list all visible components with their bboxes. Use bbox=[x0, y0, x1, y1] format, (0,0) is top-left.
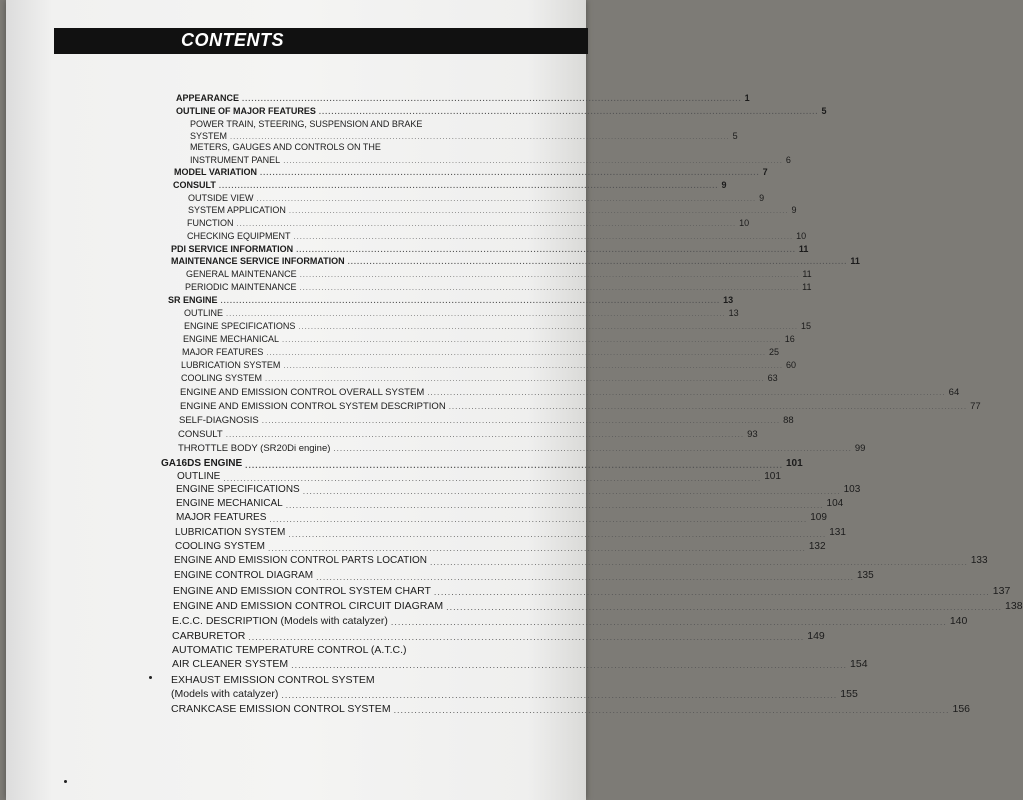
dot-leader: ................................................................................................................................................................ bbox=[291, 659, 848, 670]
toc-entry bbox=[171, 675, 375, 686]
toc-entry-title: SYSTEM bbox=[190, 131, 228, 141]
toc-entry bbox=[178, 429, 758, 440]
toc-page-number: 101 bbox=[764, 471, 781, 482]
toc-entry bbox=[176, 106, 827, 117]
toc-page-number: 1 bbox=[744, 93, 750, 103]
toc-entry bbox=[179, 415, 794, 426]
toc-page-number: 88 bbox=[783, 415, 794, 426]
toc-entry bbox=[176, 512, 827, 524]
toc-entry-title: ENGINE AND EMISSION CONTROL SYSTEM DESCRIPTION bbox=[180, 401, 446, 412]
dot-leader: ................................................................................................................................................................ bbox=[218, 181, 719, 191]
dot-leader: ................................................................................................................................................................ bbox=[299, 283, 800, 293]
toc-entry bbox=[190, 120, 422, 129]
toc-entry bbox=[184, 321, 812, 332]
dot-leader: ................................................................................................................................................................ bbox=[260, 168, 760, 178]
dot-leader: ................................................................................................................................................................ bbox=[226, 309, 726, 319]
dot-leader: ................................................................................................................................................................ bbox=[316, 571, 854, 582]
toc-page-number: 131 bbox=[829, 527, 846, 538]
print-speck bbox=[64, 780, 67, 783]
toc-page-number: 6 bbox=[785, 155, 791, 165]
toc-entry-title: ENGINE CONTROL DIAGRAM bbox=[174, 570, 314, 581]
dot-leader: ................................................................................................................................................................ bbox=[296, 245, 796, 255]
toc-entry bbox=[181, 360, 797, 371]
toc-entry bbox=[174, 555, 988, 567]
toc-page-number: 133 bbox=[970, 555, 988, 566]
dot-leader: ................................................................................................................................................................ bbox=[269, 513, 808, 524]
toc-entry-title: CHECKING EQUIPMENT bbox=[187, 231, 291, 241]
toc-page-number: 9 bbox=[791, 205, 797, 215]
toc-entry bbox=[174, 167, 768, 178]
toc-entry-title: OUTLINE bbox=[184, 308, 224, 318]
toc-entry bbox=[173, 600, 1023, 612]
toc-page-number: 99 bbox=[854, 443, 866, 454]
toc-entry-title: (Models with catalyzer) bbox=[171, 688, 279, 700]
dot-leader: ................................................................................................................................................................ bbox=[288, 206, 789, 216]
toc-page-number: 63 bbox=[767, 373, 778, 383]
toc-page-number: 25 bbox=[769, 347, 780, 357]
toc-entry-title: ENGINE MECHANICAL bbox=[183, 334, 280, 344]
toc-entry-title: INSTRUMENT PANEL bbox=[190, 155, 281, 165]
toc-page-number: 109 bbox=[810, 512, 827, 523]
toc-page-number: 64 bbox=[948, 387, 960, 398]
toc-entry bbox=[187, 218, 750, 229]
toc-entry bbox=[171, 256, 860, 267]
toc-entry-title: OUTSIDE VIEW bbox=[188, 193, 254, 203]
toc-entry bbox=[173, 585, 1011, 597]
dot-leader: ................................................................................................................................................................ bbox=[242, 94, 742, 104]
dot-leader: ................................................................................................................................................................ bbox=[230, 132, 730, 142]
toc-page-number: 132 bbox=[808, 541, 826, 552]
toc-page-number: 60 bbox=[786, 360, 797, 370]
dot-leader: ................................................................................................................................................................ bbox=[390, 616, 947, 627]
dot-leader: ................................................................................................................................................................ bbox=[220, 296, 721, 306]
toc-entry-title: ENGINE MECHANICAL bbox=[176, 498, 283, 509]
toc-entry-title: MAJOR FEATURES bbox=[176, 512, 267, 523]
toc-entry bbox=[171, 244, 809, 255]
toc-page-number: 11 bbox=[798, 244, 809, 254]
toc-page-number: 11 bbox=[802, 282, 812, 292]
dot-leader: ................................................................................................................................................................ bbox=[261, 416, 781, 426]
toc-entry-title: PERIODIC MAINTENANCE bbox=[185, 282, 297, 292]
toc-entry bbox=[181, 373, 778, 384]
dot-leader: ................................................................................................................................................................ bbox=[281, 689, 838, 700]
toc-entry-title: ENGINE AND EMISSION CONTROL CIRCUIT DIAGRAM bbox=[173, 600, 444, 612]
dot-leader: ................................................................................................................................................................ bbox=[245, 459, 783, 470]
toc-entry-title: SR ENGINE bbox=[168, 295, 218, 305]
dot-leader: ................................................................................................................................................................ bbox=[236, 219, 737, 229]
dot-leader: ................................................................................................................................................................ bbox=[333, 444, 852, 454]
toc-entry-title: COOLING SYSTEM bbox=[175, 541, 266, 552]
toc-page-number: 101 bbox=[786, 458, 803, 469]
dot-leader: ................................................................................................................................................................ bbox=[298, 322, 799, 332]
toc-entry-title: FUNCTION bbox=[187, 218, 234, 228]
toc-entry bbox=[182, 347, 780, 358]
toc-entry-title: MAJOR FEATURES bbox=[182, 347, 264, 357]
toc-entry-title: CONSULT bbox=[173, 180, 216, 190]
dot-leader: ................................................................................................................................................................ bbox=[427, 388, 946, 398]
toc-entry-title: SELF-DIAGNOSIS bbox=[179, 415, 259, 426]
dot-leader: ................................................................................................................................................................ bbox=[302, 485, 841, 496]
dot-leader: ................................................................................................................................................................ bbox=[283, 156, 783, 166]
dot-leader: ................................................................................................................................................................ bbox=[265, 374, 765, 384]
toc-page-number: 155 bbox=[840, 688, 858, 700]
toc-entry-title: ENGINE AND EMISSION CONTROL PARTS LOCATION bbox=[174, 555, 428, 566]
toc-entry-title: OUTLINE bbox=[177, 471, 221, 482]
toc-page-number: 138 bbox=[1005, 600, 1023, 612]
toc-page-number: 16 bbox=[784, 334, 795, 344]
toc-page-number: 9 bbox=[721, 180, 727, 190]
toc-entry bbox=[187, 231, 807, 242]
toc-entry bbox=[190, 155, 791, 166]
toc-page-number: 135 bbox=[856, 570, 874, 581]
toc-entry bbox=[161, 458, 803, 470]
toc-entry bbox=[190, 131, 738, 142]
toc-entry bbox=[180, 387, 960, 398]
dot-leader: ................................................................................................................................................................ bbox=[347, 257, 848, 267]
toc-page-number: 11 bbox=[850, 256, 860, 266]
toc-page-number: 140 bbox=[949, 615, 968, 627]
dot-leader: ................................................................................................................................................................ bbox=[266, 348, 766, 358]
toc-entry bbox=[172, 645, 407, 656]
toc-entry bbox=[172, 658, 868, 670]
toc-page-number: 15 bbox=[801, 321, 812, 331]
toc-entry bbox=[188, 205, 797, 216]
toc-page-number: 13 bbox=[728, 308, 739, 318]
toc-page-number: 137 bbox=[992, 585, 1011, 597]
toc-page-number: 7 bbox=[762, 167, 768, 177]
toc-entry bbox=[172, 630, 825, 642]
dot-leader: ................................................................................................................................................................ bbox=[283, 361, 784, 371]
dot-leader: ................................................................................................................................................................ bbox=[268, 542, 806, 553]
toc-entry bbox=[180, 401, 981, 412]
toc-page-number: 5 bbox=[732, 131, 738, 141]
dot-leader: ................................................................................................................................................................ bbox=[393, 704, 950, 715]
toc-entry-title: POWER TRAIN, STEERING, SUSPENSION AND BRAKE bbox=[190, 119, 423, 129]
toc-page-number: 10 bbox=[796, 231, 807, 241]
toc-entry bbox=[185, 282, 812, 293]
toc-entry-title: LUBRICATION SYSTEM bbox=[181, 360, 281, 370]
toc-entry-title: ENGINE SPECIFICATIONS bbox=[184, 321, 296, 331]
toc-entry-title: THROTTLE BODY (SR20Di engine) bbox=[178, 443, 331, 454]
toc-entry bbox=[176, 484, 861, 496]
toc-entry-title: OUTLINE OF MAJOR FEATURES bbox=[176, 106, 316, 116]
toc-entry-title: ENGINE SPECIFICATIONS bbox=[176, 484, 300, 495]
dot-leader: ................................................................................................................................................................ bbox=[288, 528, 827, 539]
toc-entry-title: ENGINE AND EMISSION CONTROL OVERALL SYSTEM bbox=[180, 387, 425, 398]
toc-page-number: 11 bbox=[802, 269, 812, 279]
dot-leader: ................................................................................................................................................................ bbox=[256, 194, 757, 204]
toc-entry bbox=[171, 703, 971, 715]
toc-entry-title: CARBURETOR bbox=[172, 630, 246, 642]
toc-entry-title: GA16DS ENGINE bbox=[161, 458, 243, 469]
toc-entry-title: AUTOMATIC TEMPERATURE CONTROL (A.T.C.) bbox=[172, 644, 407, 656]
dot-leader: ................................................................................................................................................................ bbox=[433, 586, 990, 597]
dot-leader: ................................................................................................................................................................ bbox=[430, 556, 968, 567]
dot-leader: ................................................................................................................................................................ bbox=[223, 472, 762, 483]
toc-entry-title: METERS, GAUGES AND CONTROLS ON THE bbox=[190, 142, 381, 152]
toc-entry-title: MODEL VARIATION bbox=[174, 167, 257, 177]
toc-entry-title: AIR CLEANER SYSTEM bbox=[172, 658, 289, 670]
dot-leader: ................................................................................................................................................................ bbox=[225, 430, 745, 440]
toc-page-number: 156 bbox=[952, 703, 971, 715]
toc-entry bbox=[184, 308, 739, 319]
dot-leader: ................................................................................................................................................................ bbox=[282, 335, 782, 345]
toc-entry bbox=[178, 443, 866, 454]
dot-leader: ................................................................................................................................................................ bbox=[318, 107, 819, 117]
toc-entry bbox=[174, 570, 874, 582]
toc-entry-title: CRANKCASE EMISSION CONTROL SYSTEM bbox=[171, 703, 391, 715]
toc-entry-title: GENERAL MAINTENANCE bbox=[186, 269, 297, 279]
toc-entry bbox=[176, 93, 750, 104]
toc-page-number: 10 bbox=[739, 218, 750, 228]
toc-entry-title: E.C.C. DESCRIPTION (Models with catalyzer) bbox=[172, 615, 388, 627]
toc-entry bbox=[175, 527, 846, 539]
toc-page-number: 149 bbox=[807, 630, 825, 642]
toc-entry-title: COOLING SYSTEM bbox=[181, 373, 263, 383]
toc-entry-title: PDI SERVICE INFORMATION bbox=[171, 244, 294, 254]
toc-entry bbox=[183, 334, 795, 345]
toc-entry bbox=[177, 471, 781, 483]
dot-leader: ................................................................................................................................................................ bbox=[285, 499, 824, 510]
dot-leader: ................................................................................................................................................................ bbox=[293, 232, 794, 242]
toc-page-number: 5 bbox=[821, 106, 827, 116]
dot-leader: ................................................................................................................................................................ bbox=[299, 270, 800, 280]
toc-entry bbox=[176, 498, 844, 510]
print-speck bbox=[149, 676, 152, 679]
toc-entry bbox=[173, 180, 727, 191]
toc-entry-title: LUBRICATION SYSTEM bbox=[175, 527, 286, 538]
toc-page-number: 103 bbox=[843, 484, 861, 495]
toc-page-number: 154 bbox=[850, 658, 868, 670]
toc-page-number: 104 bbox=[826, 498, 844, 509]
toc-entry bbox=[172, 615, 968, 627]
toc-entry bbox=[186, 269, 812, 280]
dot-leader: ................................................................................................................................................................ bbox=[248, 631, 805, 642]
toc-entry bbox=[190, 143, 381, 152]
toc-entry-title: APPEARANCE bbox=[176, 93, 240, 103]
toc-entry bbox=[171, 688, 858, 700]
toc-entry-title: SYSTEM APPLICATION bbox=[188, 205, 286, 215]
toc-page-number: 93 bbox=[747, 429, 758, 440]
toc-page-number: 77 bbox=[970, 401, 981, 412]
dot-leader: ................................................................................................................................................................ bbox=[446, 601, 1003, 612]
toc-entry bbox=[188, 193, 765, 204]
toc-entry-title: MAINTENANCE SERVICE INFORMATION bbox=[171, 256, 345, 266]
toc-entry bbox=[175, 541, 826, 553]
page-title: CONTENTS bbox=[181, 30, 284, 50]
toc-entry-title: ENGINE AND EMISSION CONTROL SYSTEM CHART bbox=[173, 585, 431, 597]
dot-leader: ................................................................................................................................................................ bbox=[448, 402, 968, 412]
toc-entry bbox=[168, 295, 734, 306]
toc-entry-title: CONSULT bbox=[178, 429, 223, 440]
toc-page-number: 13 bbox=[723, 295, 734, 305]
toc-page-number: 9 bbox=[759, 193, 765, 203]
toc-entry-title: EXHAUST EMISSION CONTROL SYSTEM bbox=[171, 674, 375, 686]
